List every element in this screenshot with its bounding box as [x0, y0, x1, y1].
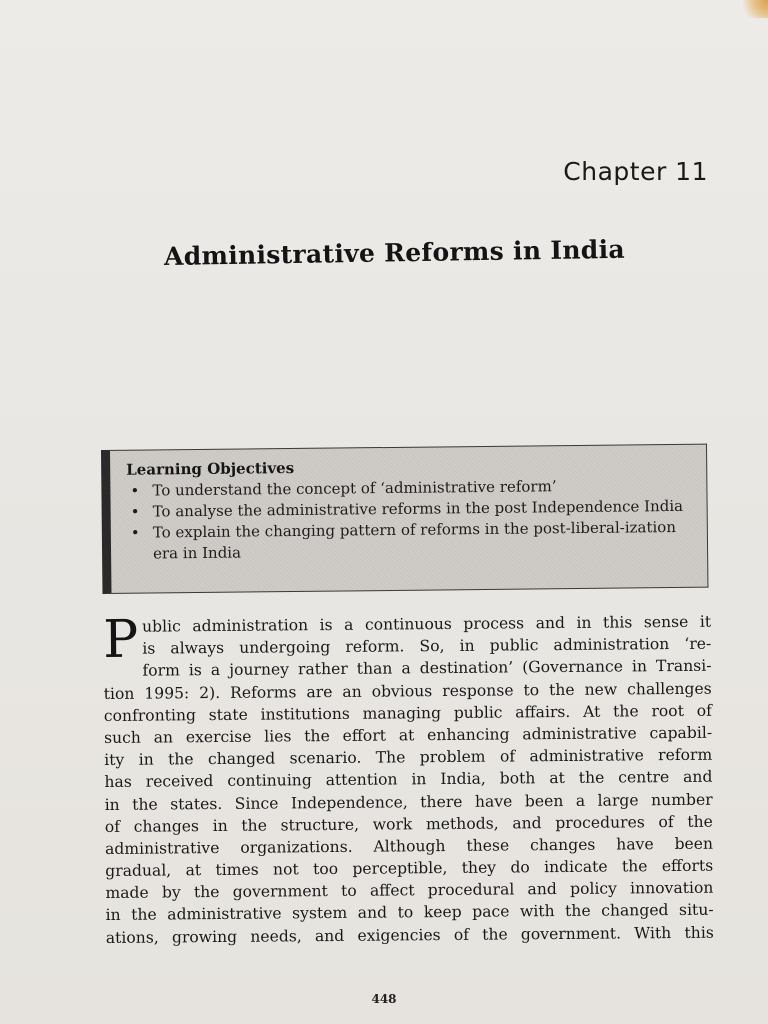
body-line: administrative organizations. Although these changes have been — [104, 834, 714, 858]
page-corner-decoration — [738, 0, 768, 18]
body-line: ity in the changed scenario. The problem of administrative reform — [104, 745, 713, 770]
learning-objectives-heading: Learning Objectives — [126, 458, 295, 479]
body-line: of changes in the structure, work methods, and procedures of the — [104, 812, 713, 836]
body-line: in the administrative system and to keep pace with the changed situ- — [105, 901, 714, 925]
chapter-title: Administrative Reforms in India — [163, 234, 626, 271]
body-line: confronting state institutions managing public affairs. At the root of — [103, 701, 712, 725]
body-line: has received continuing attention in India, both at the centre and — [104, 768, 713, 792]
bullet-icon: • — [130, 502, 140, 521]
drop-cap: P — [102, 609, 139, 670]
body-line: such an exercise lies the effort at enhancing administrative capabil- — [103, 723, 713, 747]
bullet-icon: • — [130, 523, 140, 542]
learning-objective-item — [127, 517, 695, 565]
bullet-icon: • — [130, 481, 140, 500]
body-line: ations, growing needs, and exigencies of the government. With this — [105, 923, 714, 947]
body-line: form is a journey rather than a destination’ (Governance in Transi- — [142, 657, 712, 681]
learning-objectives-list — [126, 475, 695, 565]
body-line: made by the government to affect procedural and policy innovation — [105, 878, 714, 903]
learning-objectives-box — [101, 444, 708, 594]
page-number: 448 — [371, 992, 397, 1006]
body-paragraph — [103, 611, 714, 949]
body-line: ublic administration is a continuous process and in this sense it — [142, 612, 712, 636]
learning-objective-text: To understand the concept of ‘administrative reform’ — [152, 477, 557, 500]
body-line: in the states. Since Independence, there have been a large number — [104, 790, 713, 814]
body-line: gradual, at times not too perceptible, they do indicate the efforts — [105, 856, 714, 881]
body-line: tion 1995: 2). Reforms are an obvious response to the new challenges — [103, 679, 712, 703]
chapter-label: Chapter 11 — [563, 157, 708, 186]
learning-objective-text: To analyse the administrative reforms in the post Independence India — [152, 496, 684, 521]
body-line: is always undergoing reform. So, in public administration ‘re- — [142, 634, 712, 658]
learning-objective-text: To explain the changing pattern of reforms in the post-liberal-ization era in India — [152, 517, 677, 563]
